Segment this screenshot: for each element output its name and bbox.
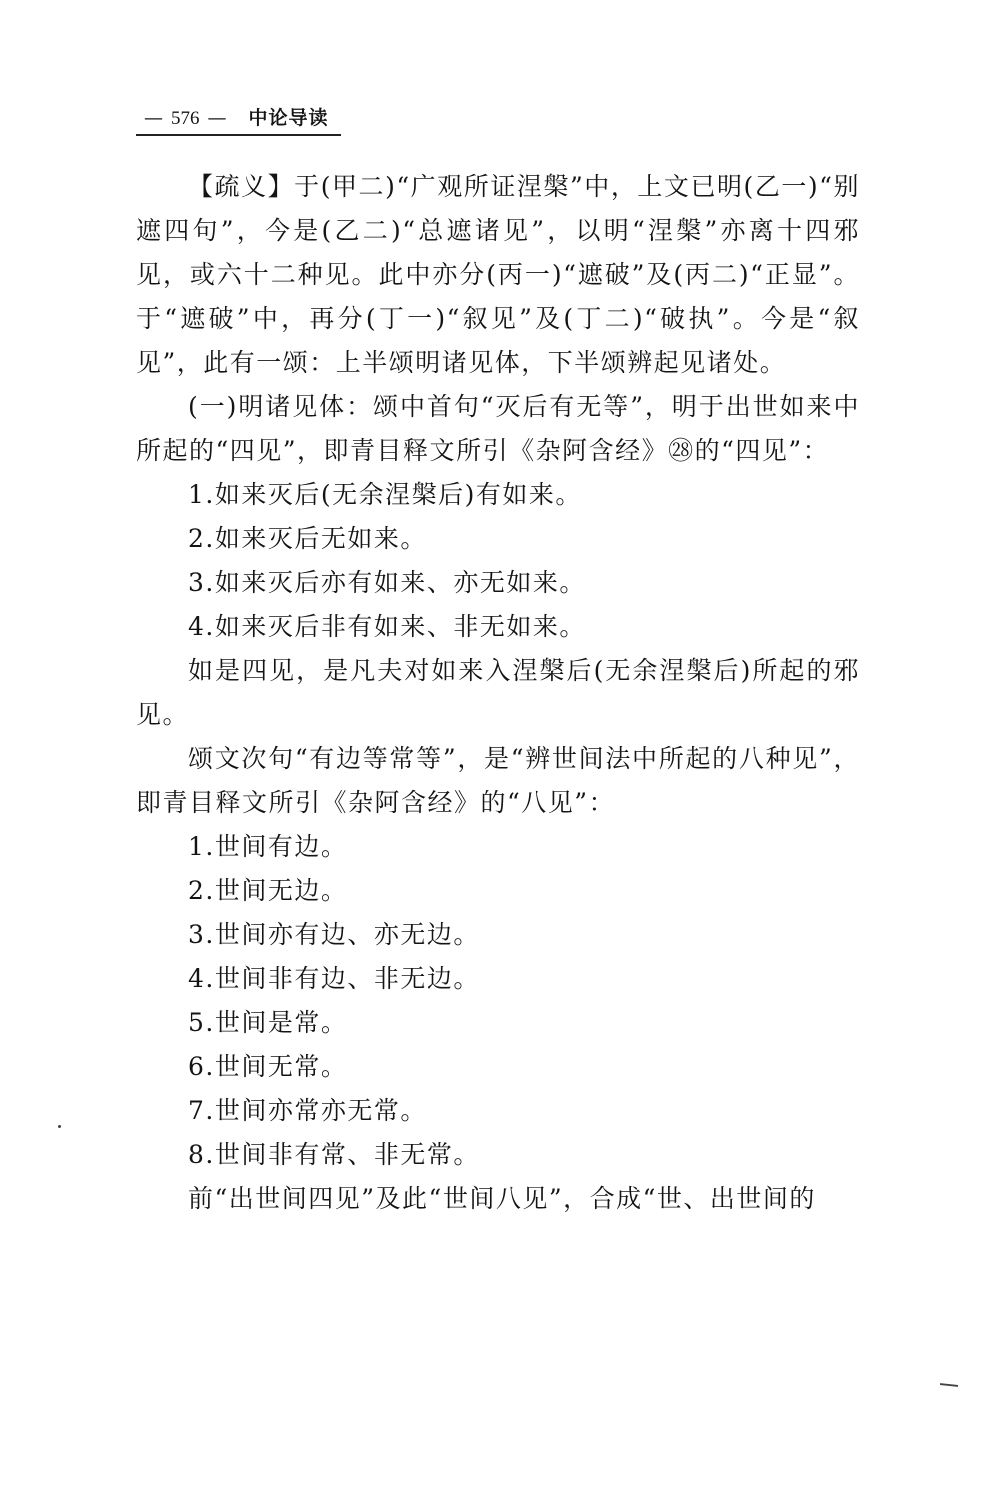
list-item: 1.如来灭后(无余涅槃后)有如来。 bbox=[188, 480, 582, 509]
paragraph-commentary: 【疏义】于(甲二)“广观所证涅槃”中，上文已明(乙一)“别遮四句”，今是(乙二)“总遮诸见”，以明“涅槃”亦离十四邪见，或六十二种见。此中亦分(丙一)“遮破”及(丙二)“正显”。于“遮破”中，再分(丁一)“叙见”及(丁二)“破执”。今是“叙见”，此有一颂：上半颂明诸见体，下半颂辨起见诸处。 bbox=[136, 172, 860, 377]
list-item: 3.世间亦有边、亦无边。 bbox=[188, 920, 480, 949]
body-text bbox=[136, 165, 860, 1221]
paragraph-four-views-summary: 如是四见，是凡夫对如来入涅槃后(无余涅槃后)所起的邪见。 bbox=[136, 656, 860, 729]
header-dash-right: — bbox=[207, 107, 227, 129]
list-item: 7.世间亦常亦无常。 bbox=[188, 1096, 427, 1125]
scan-speck bbox=[58, 1125, 61, 1128]
list-item: 5.世间是常。 bbox=[188, 1008, 348, 1037]
paragraph-eight-views-intro: 颂文次句“有边等常等”，是“辨世间法中所起的八种见”，即青目释文所引《杂阿含经》的“八见”： bbox=[136, 744, 860, 817]
list-item: 3.如来灭后亦有如来、亦无如来。 bbox=[188, 568, 586, 597]
scan-mark bbox=[940, 1383, 958, 1387]
page-number: 576 bbox=[171, 108, 200, 129]
list-item: 1.世间有边。 bbox=[188, 832, 348, 861]
book-title: 中论导读 bbox=[248, 107, 329, 129]
list-item: 6.世间无常。 bbox=[188, 1052, 348, 1081]
header-dash-left: — bbox=[144, 107, 163, 129]
paragraph-views-intro: (一)明诸见体：颂中首句“灭后有无等”，明于出世如来中所起的“四见”，即青目释文所引《杂阿含经》㉘的“四见”： bbox=[136, 392, 860, 465]
list-item: 4.如来灭后非有如来、非无如来。 bbox=[188, 612, 586, 641]
list-item: 2.世间无边。 bbox=[188, 876, 348, 905]
paragraph-continuation: 前“出世间四见”及此“世间八见”，合成“世、出世间的 bbox=[188, 1184, 816, 1213]
list-item: 2.如来灭后无如来。 bbox=[188, 524, 427, 553]
header-rule bbox=[136, 134, 341, 136]
running-header bbox=[136, 102, 329, 134]
list-item: 4.世间非有边、非无边。 bbox=[188, 964, 480, 993]
list-item: 8.世间非有常、非无常。 bbox=[188, 1140, 480, 1169]
